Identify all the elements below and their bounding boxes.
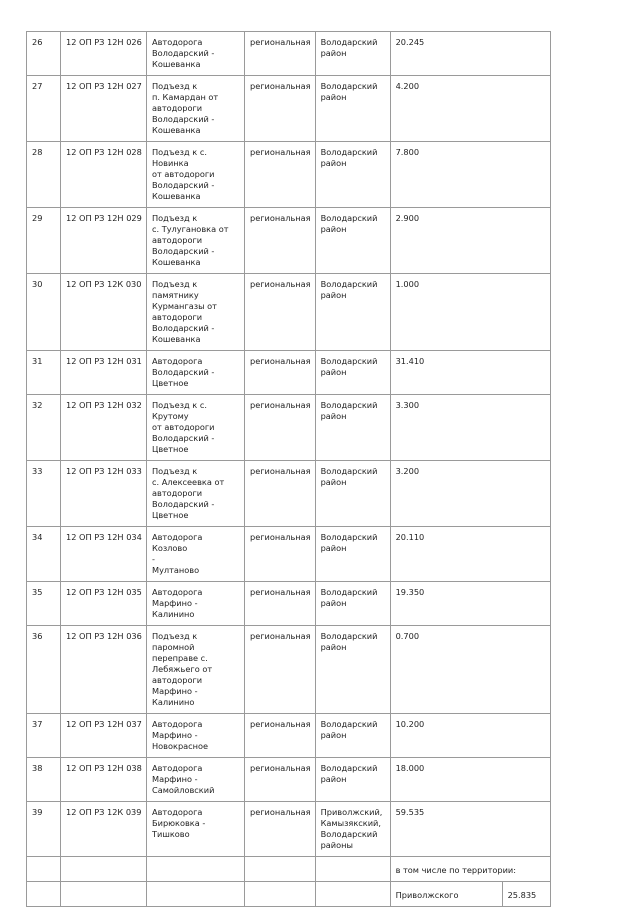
road-name: Подъезд к памятнику Курмангазы от автодороги Володарский - Кошеванка xyxy=(147,274,245,351)
table-row xyxy=(27,582,551,626)
empty-cell xyxy=(61,857,147,882)
table-row xyxy=(27,351,551,395)
road-district: Володарский район xyxy=(315,142,390,208)
road-length: 10.200 xyxy=(390,714,550,758)
table-row xyxy=(27,461,551,527)
roads-table xyxy=(26,31,551,907)
road-name: Автодорога Володарский - Кошеванка xyxy=(147,32,245,76)
road-name: Автодорога Козлово - Мултаново xyxy=(147,527,245,582)
road-district: Володарский район xyxy=(315,32,390,76)
road-length: 3.300 xyxy=(390,395,550,461)
row-number: 31 xyxy=(27,351,61,395)
road-district: Володарский район xyxy=(315,274,390,351)
table-row xyxy=(27,395,551,461)
road-code: 12 ОП РЗ 12К 039 xyxy=(61,802,147,857)
territory-name: Приволжского xyxy=(390,882,502,907)
table-row xyxy=(27,626,551,714)
road-district: Володарский район xyxy=(315,76,390,142)
roads-table-body xyxy=(27,32,551,907)
road-type: региональная xyxy=(245,76,316,142)
road-name: Подъезд к с. Новинка от автодороги Володарский - Кошеванка xyxy=(147,142,245,208)
road-code: 12 ОП РЗ 12Н 027 xyxy=(61,76,147,142)
row-number: 32 xyxy=(27,395,61,461)
road-name: Автодорога Марфино - Самойловский xyxy=(147,758,245,802)
road-district: Володарский район xyxy=(315,714,390,758)
row-number: 33 xyxy=(27,461,61,527)
road-code: 12 ОП РЗ 12Н 026 xyxy=(61,32,147,76)
row-number: 34 xyxy=(27,527,61,582)
road-type: региональная xyxy=(245,714,316,758)
road-name: Подъезд к паромной переправе с. Лебяжьего от автодороги Марфино - Калинино xyxy=(147,626,245,714)
table-row xyxy=(27,527,551,582)
road-type: региональная xyxy=(245,461,316,527)
road-name: Автодорога Марфино - Новокрасное xyxy=(147,714,245,758)
row-number: 29 xyxy=(27,208,61,274)
road-code: 12 ОП РЗ 12Н 038 xyxy=(61,758,147,802)
road-length: 0.700 xyxy=(390,626,550,714)
row-number: 28 xyxy=(27,142,61,208)
empty-cell xyxy=(147,857,245,882)
road-type: региональная xyxy=(245,208,316,274)
road-district: Володарский район xyxy=(315,582,390,626)
road-code: 12 ОП РЗ 12Н 037 xyxy=(61,714,147,758)
row-number: 37 xyxy=(27,714,61,758)
row-number: 30 xyxy=(27,274,61,351)
road-name: Автодорога Володарский - Цветное xyxy=(147,351,245,395)
road-district: Володарский район xyxy=(315,527,390,582)
table-row xyxy=(27,274,551,351)
road-name: Подъезд к с. Алексеевка от автодороги Володарский - Цветное xyxy=(147,461,245,527)
road-type: региональная xyxy=(245,395,316,461)
document-page xyxy=(26,31,551,907)
territory-length: 25.835 xyxy=(502,882,550,907)
road-name: Подъезд к с. Крутому от автодороги Володарский - Цветное xyxy=(147,395,245,461)
subtotal-header-row xyxy=(27,857,551,882)
road-length: 3.200 xyxy=(390,461,550,527)
road-code: 12 ОП РЗ 12Н 029 xyxy=(61,208,147,274)
row-number: 26 xyxy=(27,32,61,76)
road-code: 12 ОП РЗ 12Н 031 xyxy=(61,351,147,395)
road-length: 20.110 xyxy=(390,527,550,582)
road-district: Володарский район xyxy=(315,208,390,274)
table-row xyxy=(27,802,551,857)
road-type: региональная xyxy=(245,142,316,208)
road-type: региональная xyxy=(245,626,316,714)
row-number: 36 xyxy=(27,626,61,714)
row-number: 39 xyxy=(27,802,61,857)
road-type: региональная xyxy=(245,274,316,351)
table-row xyxy=(27,142,551,208)
table-row xyxy=(27,208,551,274)
road-code: 12 ОП РЗ 12Н 035 xyxy=(61,582,147,626)
road-length: 4.200 xyxy=(390,76,550,142)
road-type: региональная xyxy=(245,582,316,626)
road-code: 12 ОП РЗ 12Н 034 xyxy=(61,527,147,582)
road-type: региональная xyxy=(245,351,316,395)
road-code: 12 ОП РЗ 12Н 028 xyxy=(61,142,147,208)
row-number: 27 xyxy=(27,76,61,142)
road-name: Автодорога Бирюковка - Тишково xyxy=(147,802,245,857)
road-district: Володарский район xyxy=(315,758,390,802)
road-length: 59.535 xyxy=(390,802,550,857)
road-name: Подъезд к п. Камардан от автодороги Володарский - Кошеванка xyxy=(147,76,245,142)
table-row xyxy=(27,714,551,758)
subtotal-label: в том числе по территории: xyxy=(390,857,550,882)
road-district: Володарский район xyxy=(315,461,390,527)
road-type: региональная xyxy=(245,32,316,76)
road-code: 12 ОП РЗ 12Н 033 xyxy=(61,461,147,527)
table-row xyxy=(27,32,551,76)
road-code: 12 ОП РЗ 12Н 032 xyxy=(61,395,147,461)
road-district: Володарский район xyxy=(315,351,390,395)
road-length: 7.800 xyxy=(390,142,550,208)
road-length: 20.245 xyxy=(390,32,550,76)
road-length: 18.000 xyxy=(390,758,550,802)
road-type: региональная xyxy=(245,802,316,857)
road-code: 12 ОП РЗ 12Н 036 xyxy=(61,626,147,714)
row-number: 35 xyxy=(27,582,61,626)
table-row xyxy=(27,758,551,802)
road-type: региональная xyxy=(245,527,316,582)
road-district: Приволжский, Камызякский, Володарский районы xyxy=(315,802,390,857)
road-length: 31.410 xyxy=(390,351,550,395)
road-code: 12 ОП РЗ 12К 030 xyxy=(61,274,147,351)
empty-cell xyxy=(315,857,390,882)
road-type: региональная xyxy=(245,758,316,802)
road-district: Володарский район xyxy=(315,626,390,714)
road-name: Автодорога Марфино - Калинино xyxy=(147,582,245,626)
row-number: 38 xyxy=(27,758,61,802)
road-length: 2.900 xyxy=(390,208,550,274)
empty-cell xyxy=(245,857,316,882)
road-district: Володарский район xyxy=(315,395,390,461)
road-length: 1.000 xyxy=(390,274,550,351)
empty-cell xyxy=(27,857,61,882)
road-name: Подъезд к с. Тулугановка от автодороги Володарский - Кошеванка xyxy=(147,208,245,274)
table-row xyxy=(27,76,551,142)
road-length: 19.350 xyxy=(390,582,550,626)
